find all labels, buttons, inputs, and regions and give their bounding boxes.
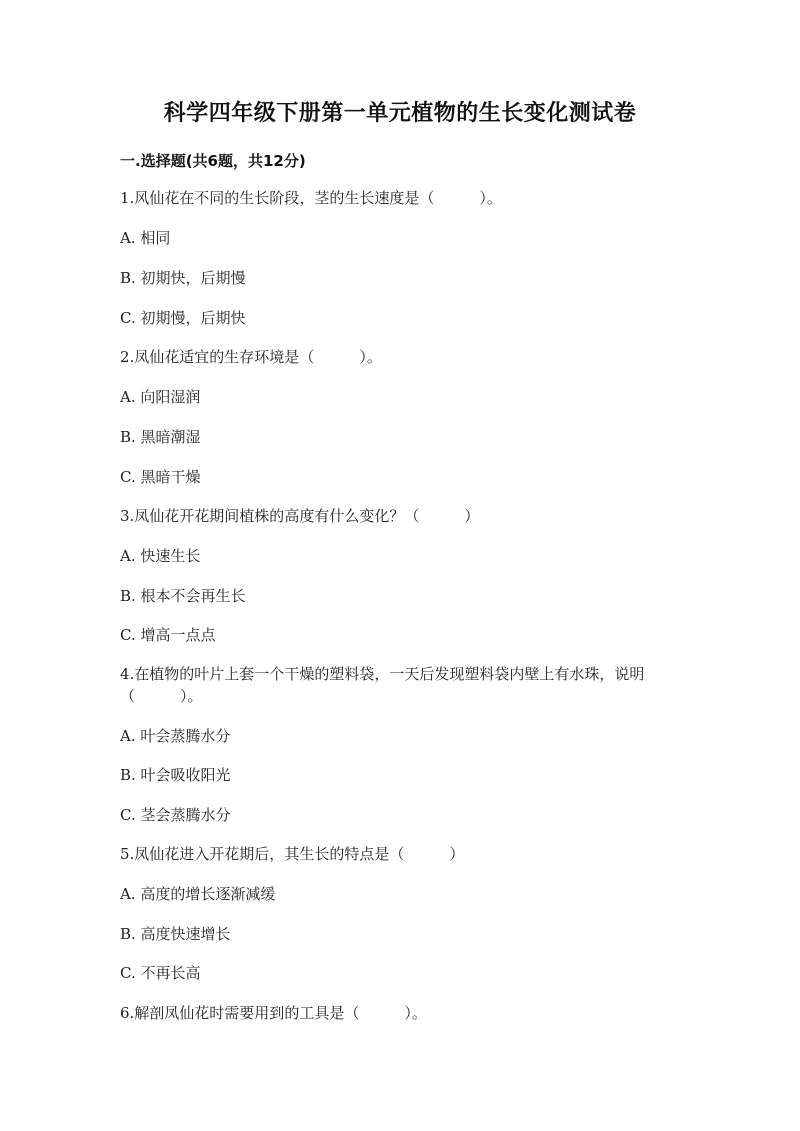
question-5-option-a: A. 高度的增长逐渐减缓: [120, 885, 276, 903]
question-4-option-a: A. 叶会蒸腾水分: [120, 727, 231, 745]
section-heading: 一.选择题(共6题，共12分): [120, 152, 306, 170]
question-5-option-c: C. 不再长高: [120, 964, 201, 982]
question-2-stem: 2.凤仙花适宜的生存环境是（ ）。: [120, 348, 382, 366]
question-2-option-c: C. 黑暗干燥: [120, 468, 201, 486]
question-1-option-c: C. 初期慢，后期快: [120, 309, 246, 327]
question-4-option-c: C. 茎会蒸腾水分: [120, 806, 231, 824]
question-4-stem: 4.在植物的叶片上套一个干燥的塑料袋，一天后发现塑料袋内壁上有水珠，说明（ ）。: [120, 665, 645, 705]
question-3-option-b: B. 根本不会再生长: [120, 587, 246, 605]
question-5-option-b: B. 高度快速增长: [120, 925, 231, 943]
question-3-option-c: C. 增高一点点: [120, 626, 216, 644]
question-6-stem: 6.解剖凤仙花时需要用到的工具是（ ）。: [120, 1004, 427, 1022]
question-1-option-b: B. 初期快，后期慢: [120, 269, 246, 287]
question-5-stem: 5.凤仙花进入开花期后，其生长的特点是（ ）: [120, 845, 465, 863]
exam-title: 科学四年级下册第一单元植物的生长变化测试卷: [163, 101, 637, 126]
question-2-option-b: B. 黑暗潮湿: [120, 428, 201, 446]
question-3-stem: 3.凤仙花开花期间植株的高度有什么变化？（ ）: [120, 507, 480, 525]
question-2-option-a: A. 向阳湿润: [120, 388, 201, 406]
question-1-option-a: A. 相同: [120, 229, 171, 247]
question-4-option-b: B. 叶会吸收阳光: [120, 766, 231, 784]
question-1-stem: 1.风仙花在不同的生长阶段，茎的生长速度是（ ）。: [120, 189, 502, 207]
question-3-option-a: A. 快速生长: [120, 547, 201, 565]
